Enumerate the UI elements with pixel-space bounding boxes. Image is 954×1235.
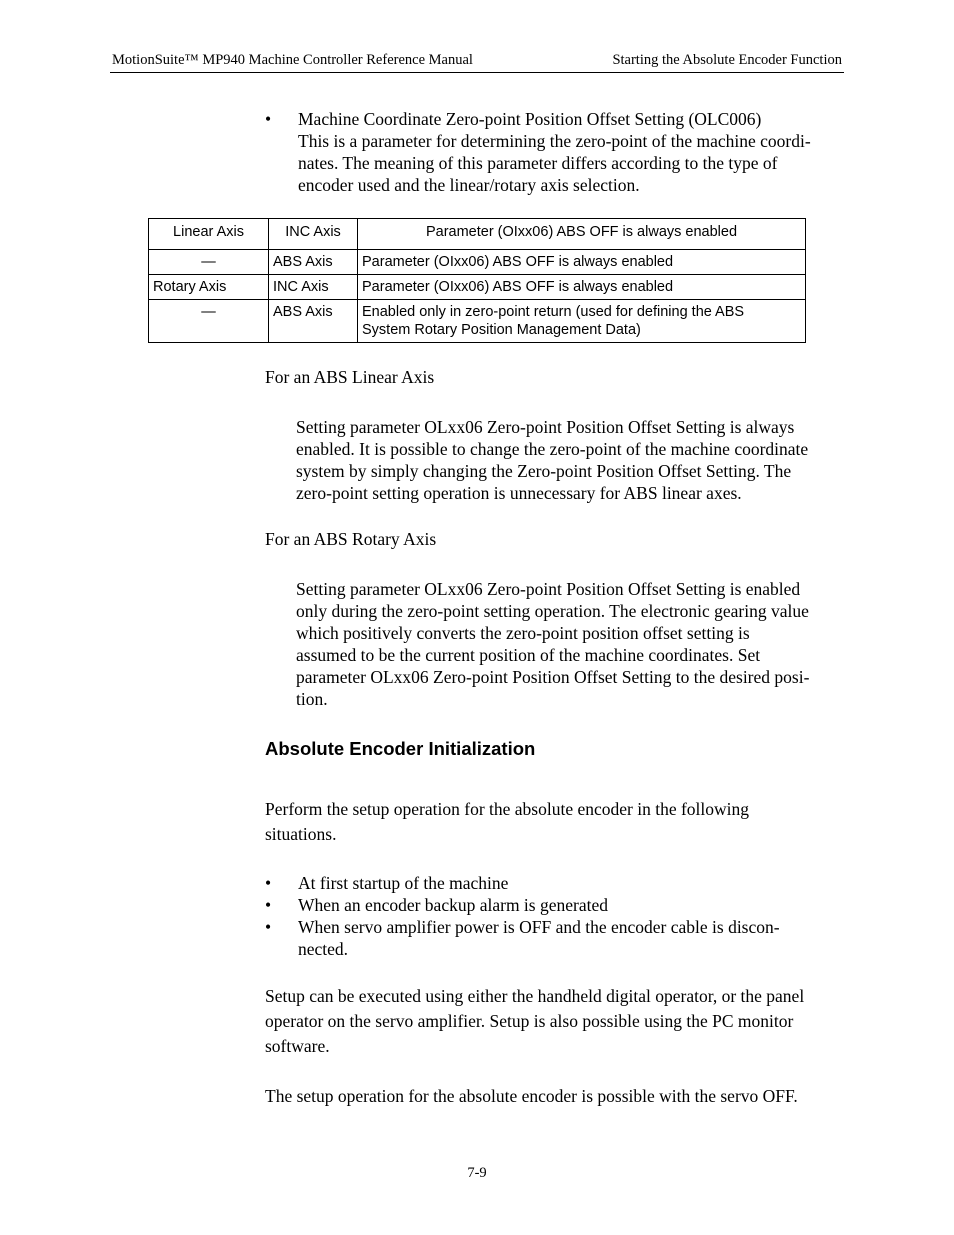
table-cell: INC Axis: [269, 275, 358, 300]
bullet-dot: •: [265, 109, 272, 129]
bullet-dot: •: [265, 895, 272, 915]
table-cell: Linear Axis: [149, 219, 269, 250]
intro-line-2: This is a parameter for determining the zero-point of the machine coordi-: [298, 131, 811, 151]
table-row: [149, 300, 806, 343]
table-row: [149, 250, 806, 275]
table-cell: —: [149, 250, 269, 275]
header-section-title: Starting the Absolute Encoder Function: [612, 52, 842, 68]
intro-line-3: nates. The meaning of this parameter differs according to the type of: [298, 153, 778, 173]
list-item-continuation: nected.: [298, 939, 349, 959]
closing-line: The setup operation for the absolute encoder is possible with the servo OFF.: [265, 1086, 798, 1106]
header-rule: [110, 72, 844, 73]
abs-linear-line: Setting parameter OLxx06 Zero-point Position Offset Setting is always: [296, 417, 795, 437]
table-cell: Parameter (OIxx06) ABS OFF is always enabled: [358, 219, 806, 250]
intro-line-4: encoder used and the linear/rotary axis selection.: [298, 175, 640, 195]
table-cell: [358, 300, 806, 343]
axis-parameter-table: [148, 218, 806, 343]
table-row: [149, 219, 806, 250]
abs-rotary-line: only during the zero-point setting operation. The electronic gearing value: [296, 601, 809, 621]
table-row: [149, 275, 806, 300]
list-item-text: When servo amplifier power is OFF and the encoder cable is discon-: [298, 917, 780, 937]
table-cell: INC Axis: [269, 219, 358, 250]
table-cell: Parameter (OIxx06) ABS OFF is always enabled: [358, 250, 806, 275]
bullet-dot: •: [265, 917, 272, 937]
setup-line: operator on the servo amplifier. Setup is also possible using the PC monitor: [265, 1011, 794, 1031]
abs-rotary-line: parameter OLxx06 Zero-point Position Offset Setting to the desired posi-: [296, 667, 810, 687]
setup-line: software.: [265, 1036, 330, 1056]
page-number: 7-9: [467, 1165, 487, 1181]
abs-rotary-line: which positively converts the zero-point position offset setting is: [296, 623, 750, 643]
list-item-text: At first startup of the machine: [298, 873, 509, 893]
abs-rotary-line: tion.: [296, 689, 328, 709]
list-item-text: When an encoder backup alarm is generated: [298, 895, 608, 915]
abs-linear-line: zero-point setting operation is unnecessary for ABS linear axes.: [296, 483, 742, 503]
abs-linear-line: system by simply changing the Zero-point Position Offset Setting. The: [296, 461, 792, 481]
table-cell-line: System Rotary Position Management Data): [362, 322, 641, 338]
table-cell: —: [149, 300, 269, 343]
abs-rotary-line: Setting parameter OLxx06 Zero-point Position Offset Setting is enabled: [296, 579, 801, 599]
table-cell: Rotary Axis: [149, 275, 269, 300]
table-cell: ABS Axis: [269, 250, 358, 275]
abs-rotary-subhead: For an ABS Rotary Axis: [265, 529, 437, 549]
table-cell: Parameter (OIxx06) ABS OFF is always enabled: [358, 275, 806, 300]
section-intro-line: situations.: [265, 824, 337, 844]
header-manual-title: MotionSuite™ MP940 Machine Controller Reference Manual: [112, 52, 473, 68]
setup-line: Setup can be executed using either the handheld digital operator, or the panel: [265, 986, 805, 1006]
table-cell-line: Enabled only in zero-point return (used for defining the ABS: [362, 304, 745, 320]
table-cell: ABS Axis: [269, 300, 358, 343]
section-intro-line: Perform the setup operation for the absolute encoder in the following: [265, 799, 750, 819]
section-heading: Absolute Encoder Initialization: [265, 738, 536, 759]
intro-bullet-title: Machine Coordinate Zero-point Position Offset Setting (OLC006): [298, 109, 762, 129]
abs-linear-line: enabled. It is possible to change the zero-point of the machine coordinate: [296, 439, 809, 459]
abs-rotary-line: assumed to be the current position of the machine coordinates. Set: [296, 645, 761, 665]
abs-linear-subhead: For an ABS Linear Axis: [265, 367, 435, 387]
bullet-dot: •: [265, 873, 272, 893]
